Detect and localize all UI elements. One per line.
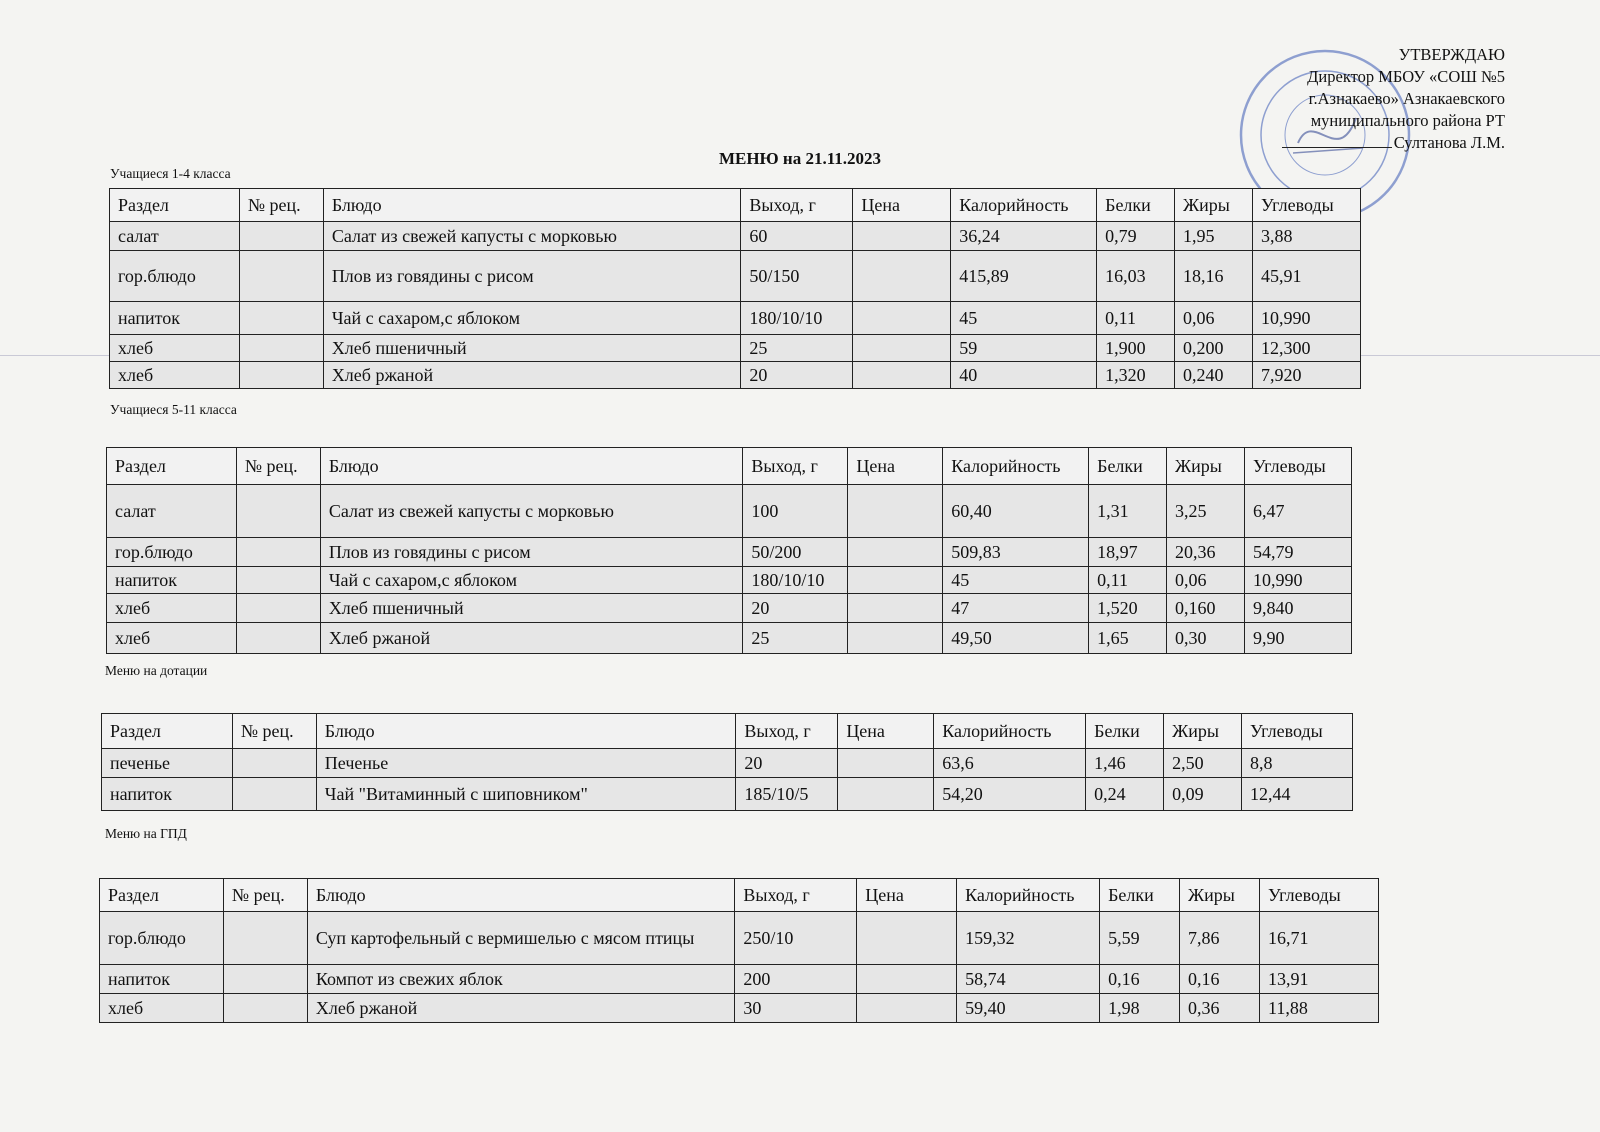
menu-table-grades-1-4: [109, 188, 1361, 389]
header-dish: Блюдо: [307, 879, 734, 912]
cell-recipe-no: [223, 912, 307, 965]
cell-calories: 45: [951, 302, 1097, 335]
cell-dish: Хлеб пшеничный: [320, 594, 743, 623]
header-carbs: Углеводы: [1242, 714, 1353, 749]
table-row: [107, 485, 1352, 538]
cell-fats: 0,16: [1180, 965, 1260, 994]
cell-dish: Печенье: [316, 749, 736, 778]
cell-calories: 59: [951, 335, 1097, 362]
cell-calories: 60,40: [943, 485, 1089, 538]
table-row: [107, 623, 1352, 654]
cell-calories: 40: [951, 362, 1097, 389]
cell-recipe-no: [223, 965, 307, 994]
cell-dish: Чай с сахаром,с яблоком: [320, 567, 743, 594]
table-header-row: [102, 714, 1353, 749]
header-yield: Выход, г: [736, 714, 838, 749]
header-section: Раздел: [102, 714, 233, 749]
table-row: [100, 912, 1379, 965]
cell-section: напиток: [100, 965, 224, 994]
header-carbs: Углеводы: [1260, 879, 1379, 912]
cell-recipe-no: [232, 778, 316, 811]
section-label-grades-5-11: Учащиеся 5-11 класса: [110, 402, 237, 417]
cell-dish: Хлеб пшеничный: [323, 335, 741, 362]
table-row: [110, 222, 1361, 251]
section-label-grades-1-4: Учащиеся 1-4 класса: [110, 166, 231, 181]
cell-dish: Чай с сахаром,с яблоком: [323, 302, 741, 335]
cell-carbs: 10,990: [1244, 567, 1351, 594]
cell-fats: 0,160: [1167, 594, 1245, 623]
cell-proteins: 0,79: [1097, 222, 1175, 251]
header-recipe-no: № рец.: [236, 448, 320, 485]
cell-section: гор.блюдо: [110, 251, 240, 302]
cell-dish: Чай "Витаминный с шиповником": [316, 778, 736, 811]
cell-fats: 0,06: [1167, 567, 1245, 594]
cell-recipe-no: [236, 594, 320, 623]
cell-proteins: 0,11: [1097, 302, 1175, 335]
cell-recipe-no: [232, 749, 316, 778]
approval-position: Директор МБОУ «СОШ №5: [1307, 67, 1505, 86]
cell-price: [853, 362, 951, 389]
table-row: [100, 965, 1379, 994]
approval-heading: УТВЕРЖДАЮ: [1398, 45, 1505, 64]
cell-section: печенье: [102, 749, 233, 778]
cell-carbs: 7,920: [1252, 362, 1360, 389]
table-row: [107, 538, 1352, 567]
header-price: Цена: [857, 879, 957, 912]
table-header-row: [110, 189, 1361, 222]
cell-fats: 7,86: [1180, 912, 1260, 965]
header-price: Цена: [848, 448, 943, 485]
table-row: [110, 302, 1361, 335]
cell-recipe-no: [239, 335, 323, 362]
cell-fats: 1,95: [1175, 222, 1253, 251]
cell-fats: 0,30: [1167, 623, 1245, 654]
cell-carbs: 16,71: [1260, 912, 1379, 965]
cell-recipe-no: [236, 538, 320, 567]
cell-calories: 45: [943, 567, 1089, 594]
header-proteins: Белки: [1097, 189, 1175, 222]
cell-dish: Хлеб ржаной: [320, 623, 743, 654]
cell-calories: 49,50: [943, 623, 1089, 654]
approval-block: [1245, 44, 1505, 154]
cell-carbs: 12,44: [1242, 778, 1353, 811]
approval-district: муниципального района РТ: [1310, 111, 1505, 130]
header-yield: Выход, г: [743, 448, 848, 485]
approval-org-city: г.Азнакаево» Азнакаевского: [1308, 89, 1505, 108]
header-carbs: Углеводы: [1252, 189, 1360, 222]
cell-dish: Хлеб ржаной: [323, 362, 741, 389]
cell-carbs: 10,990: [1252, 302, 1360, 335]
cell-recipe-no: [236, 567, 320, 594]
cell-carbs: 8,8: [1242, 749, 1353, 778]
cell-price: [848, 567, 943, 594]
cell-yield: 50/200: [743, 538, 848, 567]
cell-fats: 0,200: [1175, 335, 1253, 362]
cell-fats: 0,36: [1180, 994, 1260, 1023]
cell-proteins: 1,900: [1097, 335, 1175, 362]
cell-yield: 30: [735, 994, 857, 1023]
cell-proteins: 1,31: [1089, 485, 1167, 538]
cell-section: гор.блюдо: [107, 538, 237, 567]
cell-carbs: 45,91: [1252, 251, 1360, 302]
cell-dish: Салат из свежей капусты с морковью: [320, 485, 743, 538]
cell-price: [848, 538, 943, 567]
cell-price: [838, 749, 934, 778]
cell-proteins: 1,46: [1086, 749, 1164, 778]
cell-yield: 25: [743, 623, 848, 654]
cell-proteins: 1,520: [1089, 594, 1167, 623]
table-row: [110, 251, 1361, 302]
cell-fats: 0,06: [1175, 302, 1253, 335]
table-row: [107, 594, 1352, 623]
cell-section: хлеб: [110, 362, 240, 389]
header-price: Цена: [838, 714, 934, 749]
header-section: Раздел: [100, 879, 224, 912]
table-row: [110, 335, 1361, 362]
table-header-row: [107, 448, 1352, 485]
cell-section: салат: [110, 222, 240, 251]
header-fats: Жиры: [1175, 189, 1253, 222]
menu-table-subsidized: [101, 713, 1353, 811]
cell-price: [848, 485, 943, 538]
cell-price: [853, 222, 951, 251]
menu-table-grades-5-11: [106, 447, 1352, 654]
cell-price: [853, 251, 951, 302]
cell-yield: 185/10/5: [736, 778, 838, 811]
cell-calories: 509,83: [943, 538, 1089, 567]
cell-recipe-no: [239, 362, 323, 389]
cell-proteins: 0,16: [1100, 965, 1180, 994]
header-dish: Блюдо: [323, 189, 741, 222]
table-row: [100, 994, 1379, 1023]
header-fats: Жиры: [1167, 448, 1245, 485]
cell-calories: 54,20: [934, 778, 1086, 811]
cell-section: хлеб: [100, 994, 224, 1023]
cell-recipe-no: [236, 485, 320, 538]
cell-dish: Плов из говядины с рисом: [323, 251, 741, 302]
cell-proteins: 5,59: [1100, 912, 1180, 965]
cell-proteins: 18,97: [1089, 538, 1167, 567]
cell-calories: 59,40: [957, 994, 1100, 1023]
cell-yield: 20: [741, 362, 853, 389]
cell-dish: Хлеб ржаной: [307, 994, 734, 1023]
page-title: МЕНЮ на 21.11.2023: [718, 149, 882, 168]
cell-carbs: 6,47: [1244, 485, 1351, 538]
cell-section: хлеб: [107, 594, 237, 623]
header-calories: Калорийность: [934, 714, 1086, 749]
header-fats: Жиры: [1164, 714, 1242, 749]
cell-carbs: 54,79: [1244, 538, 1351, 567]
cell-proteins: 0,11: [1089, 567, 1167, 594]
header-calories: Калорийность: [951, 189, 1097, 222]
header-recipe-no: № рец.: [239, 189, 323, 222]
cell-dish: Суп картофельный с вермишелью с мясом птицы: [307, 912, 734, 965]
cell-price: [853, 302, 951, 335]
cell-price: [848, 594, 943, 623]
cell-recipe-no: [239, 251, 323, 302]
cell-fats: 20,36: [1167, 538, 1245, 567]
cell-carbs: 13,91: [1260, 965, 1379, 994]
cell-recipe-no: [239, 302, 323, 335]
header-proteins: Белки: [1089, 448, 1167, 485]
cell-proteins: 0,24: [1086, 778, 1164, 811]
cell-yield: 20: [743, 594, 848, 623]
cell-fats: 3,25: [1167, 485, 1245, 538]
approval-signer: Султанова Л.М.: [1393, 133, 1505, 152]
cell-yield: 250/10: [735, 912, 857, 965]
cell-price: [857, 994, 957, 1023]
header-section: Раздел: [107, 448, 237, 485]
cell-yield: 200: [735, 965, 857, 994]
header-section: Раздел: [110, 189, 240, 222]
cell-yield: 20: [736, 749, 838, 778]
cell-carbs: 9,90: [1244, 623, 1351, 654]
cell-dish: Плов из говядины с рисом: [320, 538, 743, 567]
menu-table-extended-day: [99, 878, 1379, 1023]
section-label-subsidized: Меню на дотации: [105, 663, 208, 678]
cell-fats: 18,16: [1175, 251, 1253, 302]
cell-section: салат: [107, 485, 237, 538]
header-price: Цена: [853, 189, 951, 222]
header-dish: Блюдо: [320, 448, 743, 485]
cell-carbs: 11,88: [1260, 994, 1379, 1023]
cell-section: напиток: [102, 778, 233, 811]
table-row: [102, 749, 1353, 778]
header-dish: Блюдо: [316, 714, 736, 749]
header-yield: Выход, г: [735, 879, 857, 912]
cell-yield: 25: [741, 335, 853, 362]
cell-calories: 36,24: [951, 222, 1097, 251]
cell-price: [853, 335, 951, 362]
cell-yield: 60: [741, 222, 853, 251]
cell-calories: 47: [943, 594, 1089, 623]
cell-recipe-no: [239, 222, 323, 251]
cell-yield: 180/10/10: [741, 302, 853, 335]
cell-price: [857, 912, 957, 965]
header-fats: Жиры: [1180, 879, 1260, 912]
cell-fats: 0,09: [1164, 778, 1242, 811]
cell-dish: Компот из свежих яблок: [307, 965, 734, 994]
header-proteins: Белки: [1086, 714, 1164, 749]
cell-yield: 50/150: [741, 251, 853, 302]
cell-section: хлеб: [107, 623, 237, 654]
cell-yield: 180/10/10: [743, 567, 848, 594]
table-header-row: [100, 879, 1379, 912]
cell-carbs: 12,300: [1252, 335, 1360, 362]
cell-price: [838, 778, 934, 811]
cell-recipe-no: [236, 623, 320, 654]
cell-proteins: 16,03: [1097, 251, 1175, 302]
cell-proteins: 1,98: [1100, 994, 1180, 1023]
cell-price: [857, 965, 957, 994]
cell-dish: Салат из свежей капусты с морковью: [323, 222, 741, 251]
table-row: [110, 362, 1361, 389]
header-recipe-no: № рец.: [232, 714, 316, 749]
cell-calories: 58,74: [957, 965, 1100, 994]
cell-price: [848, 623, 943, 654]
cell-recipe-no: [223, 994, 307, 1023]
section-label-extended-day: Меню на ГПД: [105, 826, 187, 841]
cell-fats: 0,240: [1175, 362, 1253, 389]
cell-section: напиток: [107, 567, 237, 594]
cell-carbs: 3,88: [1252, 222, 1360, 251]
cell-fats: 2,50: [1164, 749, 1242, 778]
table-row: [102, 778, 1353, 811]
cell-yield: 100: [743, 485, 848, 538]
header-calories: Калорийность: [957, 879, 1100, 912]
cell-calories: 63,6: [934, 749, 1086, 778]
header-proteins: Белки: [1100, 879, 1180, 912]
cell-proteins: 1,65: [1089, 623, 1167, 654]
cell-section: хлеб: [110, 335, 240, 362]
header-calories: Калорийность: [943, 448, 1089, 485]
cell-carbs: 9,840: [1244, 594, 1351, 623]
cell-proteins: 1,320: [1097, 362, 1175, 389]
cell-section: гор.блюдо: [100, 912, 224, 965]
cell-section: напиток: [110, 302, 240, 335]
table-row: [107, 567, 1352, 594]
header-carbs: Углеводы: [1244, 448, 1351, 485]
header-yield: Выход, г: [741, 189, 853, 222]
cell-calories: 415,89: [951, 251, 1097, 302]
header-recipe-no: № рец.: [223, 879, 307, 912]
cell-calories: 159,32: [957, 912, 1100, 965]
